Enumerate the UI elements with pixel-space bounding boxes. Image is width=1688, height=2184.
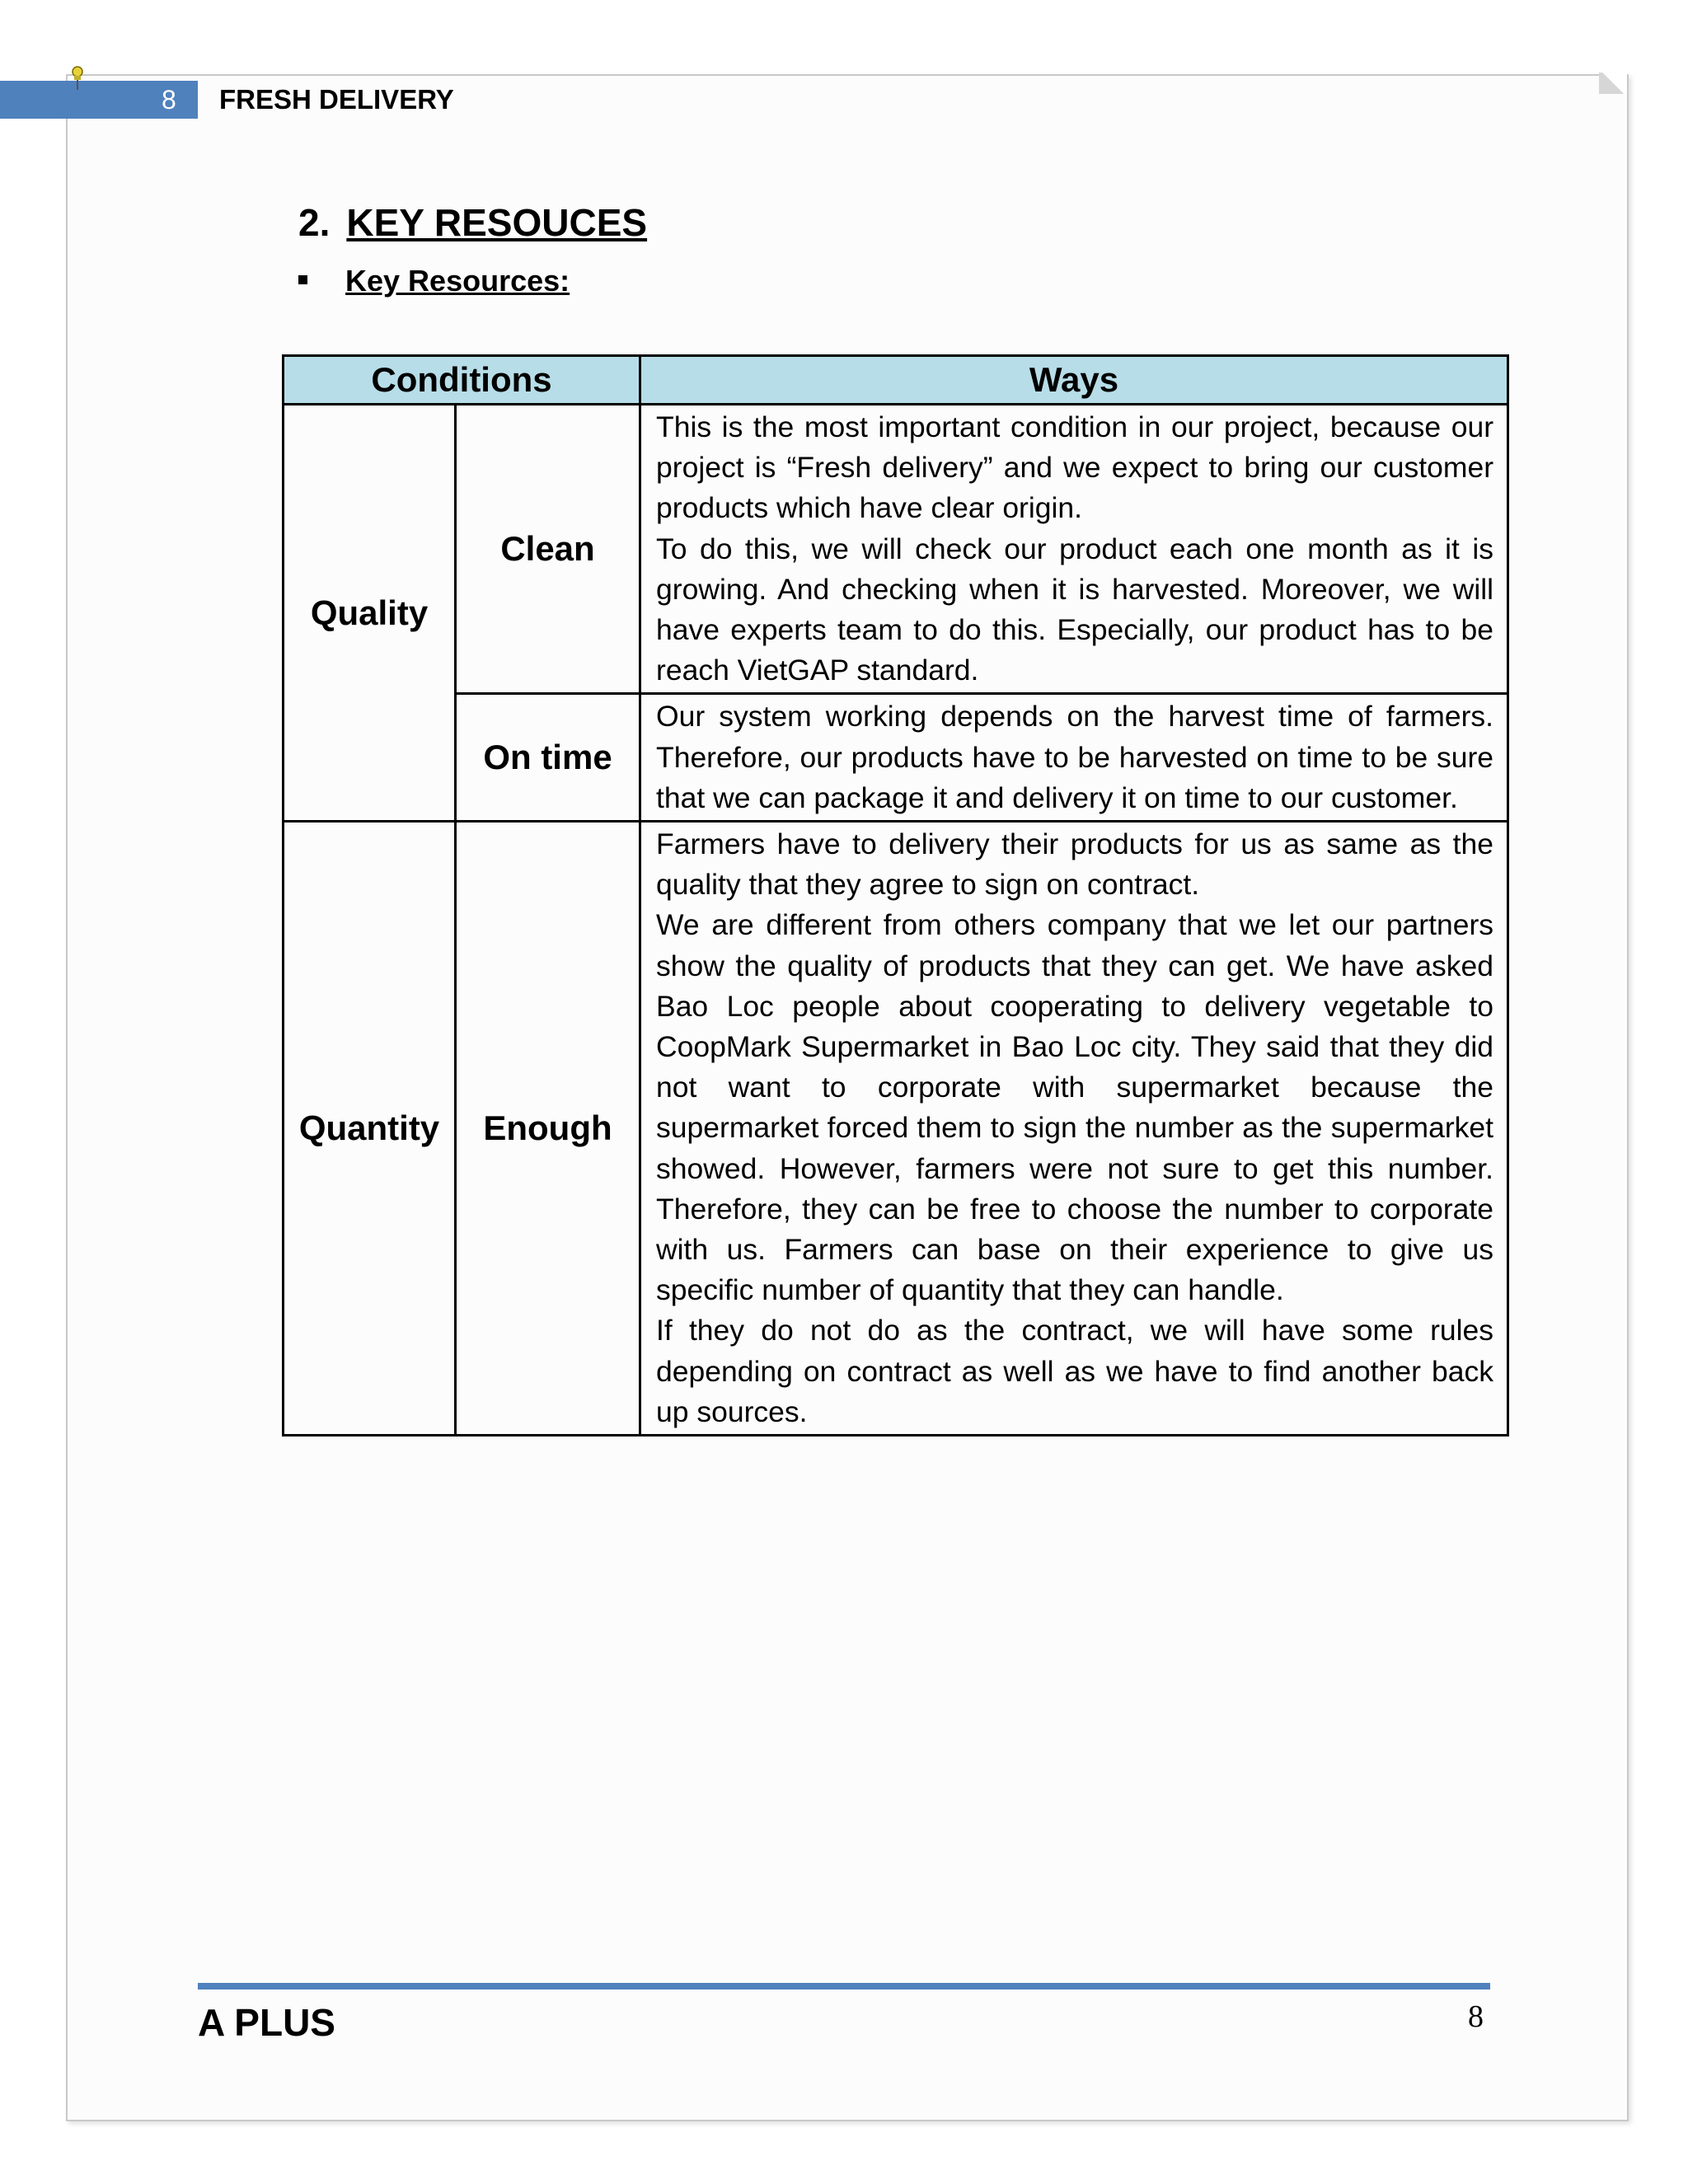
ways-cell xyxy=(640,694,1508,822)
header-title: FRESH DELIVERY xyxy=(219,84,454,115)
pin-icon xyxy=(71,66,84,91)
sub-condition-enough: Enough xyxy=(456,822,640,1436)
footer-page-number: 8 xyxy=(1468,1999,1484,2034)
sub-condition-clean: Clean xyxy=(456,405,640,694)
footer-rule xyxy=(198,1983,1490,1990)
header-conditions: Conditions xyxy=(284,356,640,405)
square-bullet-icon xyxy=(298,275,307,284)
page-corner-fold xyxy=(1599,73,1627,94)
section-number: 2. xyxy=(298,201,331,244)
table-header-row xyxy=(284,356,1508,405)
sub-condition-on-time: On time xyxy=(456,694,640,822)
ways-paragraph: Farmers have to delivery their products for us as same as the quality that they agree to sign on contract. xyxy=(656,827,1494,902)
key-resources-table xyxy=(282,354,1509,1436)
condition-quality: Quality xyxy=(284,405,456,822)
table-row xyxy=(284,405,1508,694)
ways-cell xyxy=(640,822,1508,1436)
header-ways: Ways xyxy=(640,356,1508,405)
condition-quantity: Quantity xyxy=(284,822,456,1436)
ways-paragraph: If they do not do as the contract, we will have some rules depending on contract as well as we have to find another back up sources. xyxy=(656,1314,1494,1428)
bullet-label: Key Resources: xyxy=(345,264,570,298)
ways-cell xyxy=(640,405,1508,694)
ways-paragraph: This is the most important condition in our project, because our project is “Fresh delivery” and we expect to bring our customer products which have clear origin. xyxy=(656,410,1494,525)
header-page-number: 8 xyxy=(162,85,176,115)
ways-paragraph: To do this, we will check our product each one month as it is growing. And checking when it is harvested. Moreover, we will have experts team to do this. Especially, our product has to be reach VietGAP standard. xyxy=(656,532,1494,687)
section-heading xyxy=(298,198,647,247)
ways-paragraph: Our system working depends on the harvest time of farmers. Therefore, our products have to be harvested on time to be sure that we can package it and delivery it on time to our customer. xyxy=(656,700,1494,814)
ways-paragraph: We are different from others company that we let our partners show the quality of products that they can get. We have asked Bao Loc people about cooperating to delivery vegetable to CoopMark Supermarket in Bao Loc city. They said that they did not want to corporate with supermarket because the supermarket forced them to sign the number as the supermarket showed. However, farmers were not sure to get this number. Therefore, they can be free to choose the number to corporate with us. Farmers can base on their experience to give us specific number of quantity that they can handle. xyxy=(656,908,1494,1307)
bullet-item xyxy=(298,262,570,300)
footer-brand: A PLUS xyxy=(198,2001,335,2044)
section-title: KEY RESOUCES xyxy=(346,201,648,244)
table-row xyxy=(284,822,1508,1436)
table-row xyxy=(284,694,1508,822)
